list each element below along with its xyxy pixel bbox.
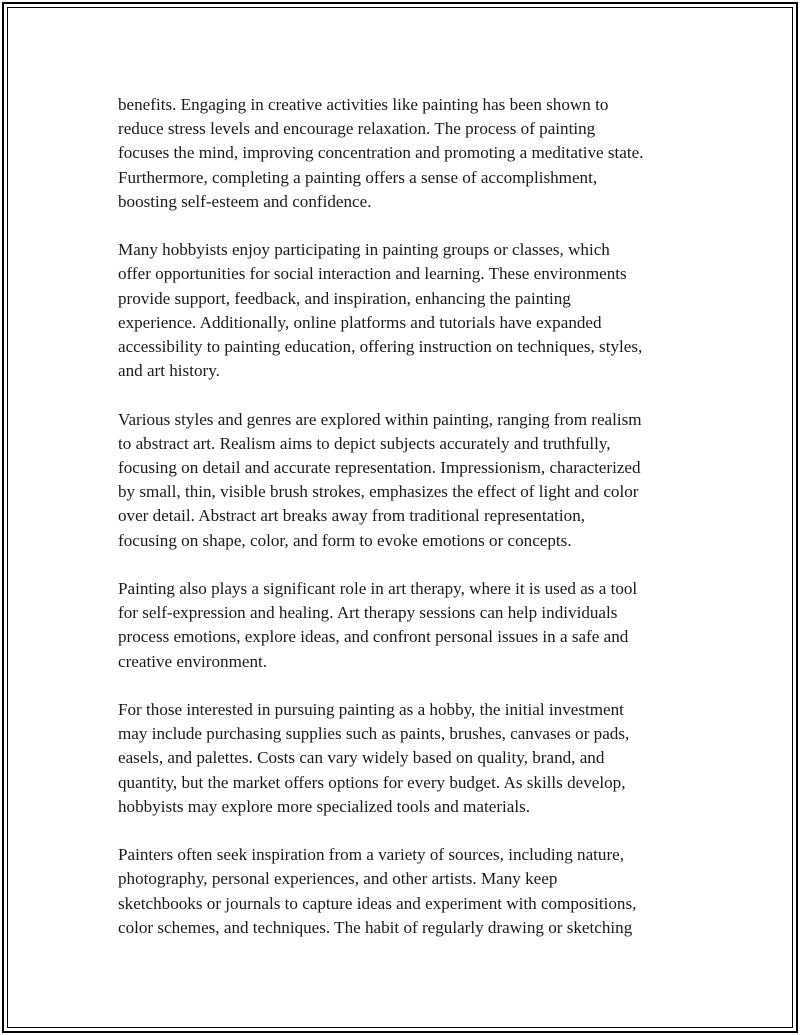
text-line: may include purchasing supplies such as paints, brushes, canvases or pads, — [118, 724, 630, 744]
text-line: Many hobbyists enjoy participating in painting groups or classes, which — [118, 240, 610, 260]
text-line: For those interested in pursuing painting as a hobby, the initial investment — [118, 700, 624, 720]
text-line: hobbyists may explore more specialized tools and materials. — [118, 796, 531, 816]
text-line: offer opportunities for social interaction and learning. These environments — [118, 264, 627, 284]
text-line: Furthermore, completing a painting offers a sense of accomplishment, — [118, 167, 598, 187]
text-line: provide support, feedback, and inspiration, enhancing the painting — [118, 288, 571, 308]
text-line: and art history. — [118, 361, 220, 381]
text-line: boosting self-esteem and confidence. — [118, 191, 372, 211]
document-body — [118, 93, 693, 964]
text-line: color schemes, and techniques. The habit of regularly drawing or sketching — [118, 917, 633, 937]
text-line: for self-expression and healing. Art therapy sessions can help individuals — [118, 603, 618, 623]
text-line: quantity, but the market offers options for every budget. As skills develop, — [118, 772, 626, 792]
text-line: experience. Additionally, online platforms and tutorials have expanded — [118, 312, 602, 332]
paragraph — [118, 238, 693, 383]
text-line: benefits. Engaging in creative activities like painting has been shown to — [118, 95, 609, 114]
text-line: focusing on shape, color, and form to evoke emotions or concepts. — [118, 530, 572, 550]
paragraph — [118, 698, 693, 819]
text-line: accessibility to painting education, offering instruction on techniques, styles, — [118, 337, 643, 357]
text-line: process emotions, explore ideas, and confront personal issues in a safe and — [118, 627, 629, 647]
text-line: reduce stress levels and encourage relaxation. The process of painting — [118, 119, 596, 139]
paragraph — [118, 408, 693, 553]
text-line: focusing on detail and accurate representation. Impressionism, characterized — [118, 458, 641, 478]
text-line: to abstract art. Realism aims to depict subjects accurately and truthfully, — [118, 433, 611, 453]
text-line: creative environment. — [118, 651, 268, 671]
paragraph — [118, 577, 693, 674]
text-line: photography, personal experiences, and other artists. Many keep — [118, 869, 558, 889]
paragraph — [118, 93, 693, 214]
text-line: Painting also plays a significant role in art therapy, where it is used as a tool — [118, 579, 638, 599]
text-line: by small, thin, visible brush strokes, emphasizes the effect of light and color — [118, 482, 639, 502]
text-line: focuses the mind, improving concentration and promoting a meditative state. — [118, 143, 644, 163]
text-line: sketchbooks or journals to capture ideas and experiment with compositions, — [118, 893, 637, 913]
text-line: over detail. Abstract art breaks away from traditional representation, — [118, 506, 586, 526]
text-line: easels, and palettes. Costs can vary widely based on quality, brand, and — [118, 748, 605, 768]
paragraph — [118, 843, 693, 940]
text-line: Painters often seek inspiration from a variety of sources, including nature, — [118, 845, 625, 865]
text-line: Various styles and genres are explored within painting, ranging from realism — [118, 409, 642, 429]
